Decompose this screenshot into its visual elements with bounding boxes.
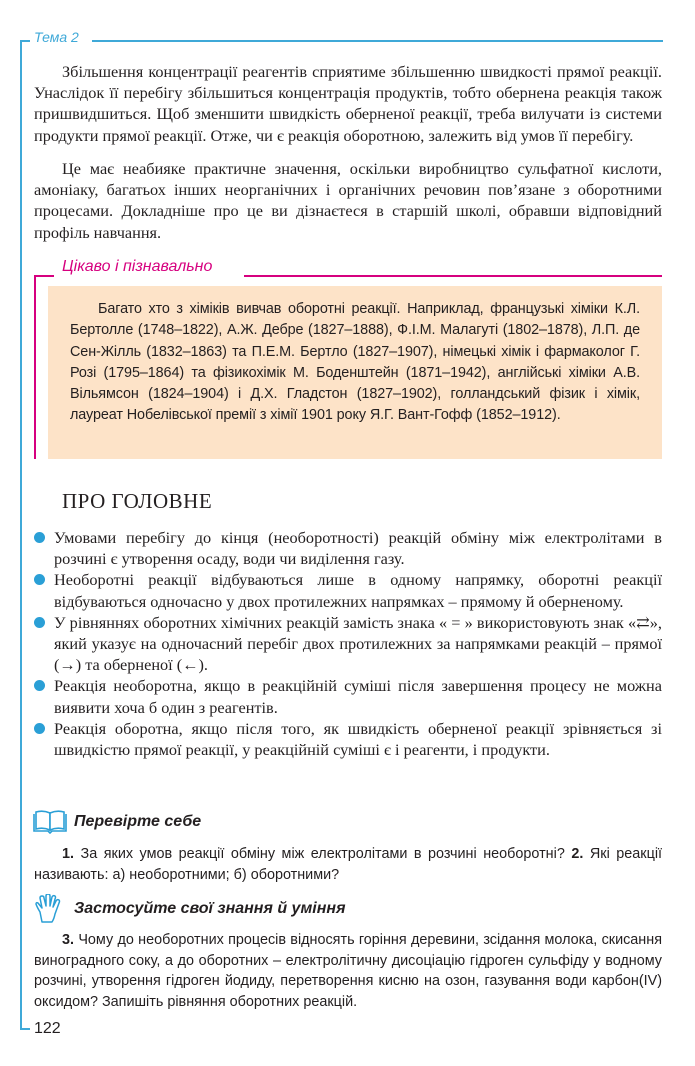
list-item-text: У рівняннях оборотних хімічних реакцій замість знака « = » використовують знак «⇄», який указує на одночасний перебіг двох протилежних за напрямками реакцій – прямої (→) та оберненої (←).: [54, 612, 662, 675]
question-text: За яких умов реакції обміну між електролітами в розчині необоротні?: [80, 846, 565, 862]
interest-rule-tick: [34, 275, 54, 277]
bullet-dot-icon: [34, 723, 45, 734]
list-item-text: Реакція оборотна, якщо після того, як швидкість оберненої реакції зрівняється зі швидкістю прямої реакції, у реакційній суміші є і реагенти, і продукти.: [54, 718, 662, 760]
list-item: [34, 569, 662, 611]
list-item: [34, 718, 662, 760]
header-rule: [92, 40, 663, 42]
interest-title: Цікаво і пізнавально: [62, 258, 213, 275]
apply-knowledge-heading: Застосуйте свої знання й уміння: [74, 900, 346, 917]
bullet-dot-icon: [34, 680, 45, 691]
list-item: [34, 527, 662, 569]
bullet-dot-icon: [34, 617, 45, 628]
question-number: 3.: [62, 932, 75, 948]
list-item: [34, 675, 662, 717]
question-text: Які реакції називають: а) необоротними; б) оборотними?: [34, 846, 663, 883]
list-item-text: Необоротні реакції відбуваються лише в одному напрямку, оборотні реакції відбуваються одночасно у двох протилежних напрямках – прямому й оберненому.: [54, 570, 662, 611]
interest-text: Багато хто з хіміків вивчав оборотні реакції. Наприклад, французькі хіміки К.Л. Бертолле (1748–1822), А.Ж. Дебре (1827–1888), Ф.І.М. Малагуті (1802–1878), Л.П. де Сен-Жілль (1832–1863) та П.Е.М. Бертло (1827–1907), німецькі хімік і фармаколог Г. Розі (1795–1864) та фізикохімік М. Боденштейн (1871–1942), англійські хіміки А.В. Вільямсон (1824–1904) і Д.Х. Гладстон (1827–1902), голландський фізик і хімік, лауреат Нобелівської премії з хімії 1901 року Я.Г. Вант-Гофф (1852–1912).: [70, 301, 640, 424]
topic-label: Тема 2: [34, 29, 79, 45]
frame-bottom-tick: [20, 1028, 30, 1030]
bullet-dot-icon: [34, 532, 45, 543]
book-icon: [32, 810, 68, 834]
question-number: 1.: [62, 846, 75, 862]
list-item: [34, 612, 662, 676]
summary-title: ПРО ГОЛОВНЕ: [62, 489, 213, 513]
list-item-text: Умовами перебігу до кінця (необоротності) реакцій обміну між електролітами в розчині є утворення осаду, води чи виділення газу.: [54, 528, 662, 569]
body-paragraph-2: Це має неабияке практичне значення, оскільки виробництво сульфатної кислоти, амоніаку, багатьох інших неорганічних і органічних речовин пов’язане з оборотними процесами. Докладніше про це ви дізнаєтеся в старшій школі, обравши відповідний профіль навчання.: [34, 159, 662, 242]
question-number: 2.: [571, 846, 584, 862]
page-frame-line: [20, 40, 22, 1030]
body-paragraph-1: Збільшення концентрації реагентів сприятиме збільшенню швидкості прямої реакції. Унаслідок її перебігу збільшиться концентрація продуктів, тобто обернена реакція також пришвидшиться. Щоб зменшити швидкість оберненої реакції, треба вилучати із системи продукти прямої реакції. Отже, чи є реакція оборотною, залежить від умов її перебігу.: [34, 62, 662, 145]
frame-top-tick: [20, 40, 30, 42]
bullet-dot-icon: [34, 574, 45, 585]
check-questions: [34, 844, 662, 885]
interest-side-rule: [34, 275, 36, 459]
page-number: 122: [34, 1020, 61, 1037]
summary-list: [34, 527, 662, 760]
apply-question: [34, 930, 662, 1012]
check-yourself-heading: Перевірте себе: [74, 813, 202, 830]
hand-icon: [34, 894, 62, 924]
question-text: Чому до необоротних процесів відносять горіння деревини, зсідання молока, скисання виноградного соку, а до оборотних – електролітичну дисоціацію гідроген сульфіду у водному розчині, утворення гідроген йодиду, перетворення кисню на озон, газування води карбон(IV) оксидом? Запишіть рівняння оборотних реакцій.: [34, 932, 662, 1010]
interest-rule: [244, 275, 662, 277]
list-item-text: Реакція необоротна, якщо в реакційній суміші після завершення процесу не можна виявити хоча б один з реагентів.: [54, 676, 662, 717]
